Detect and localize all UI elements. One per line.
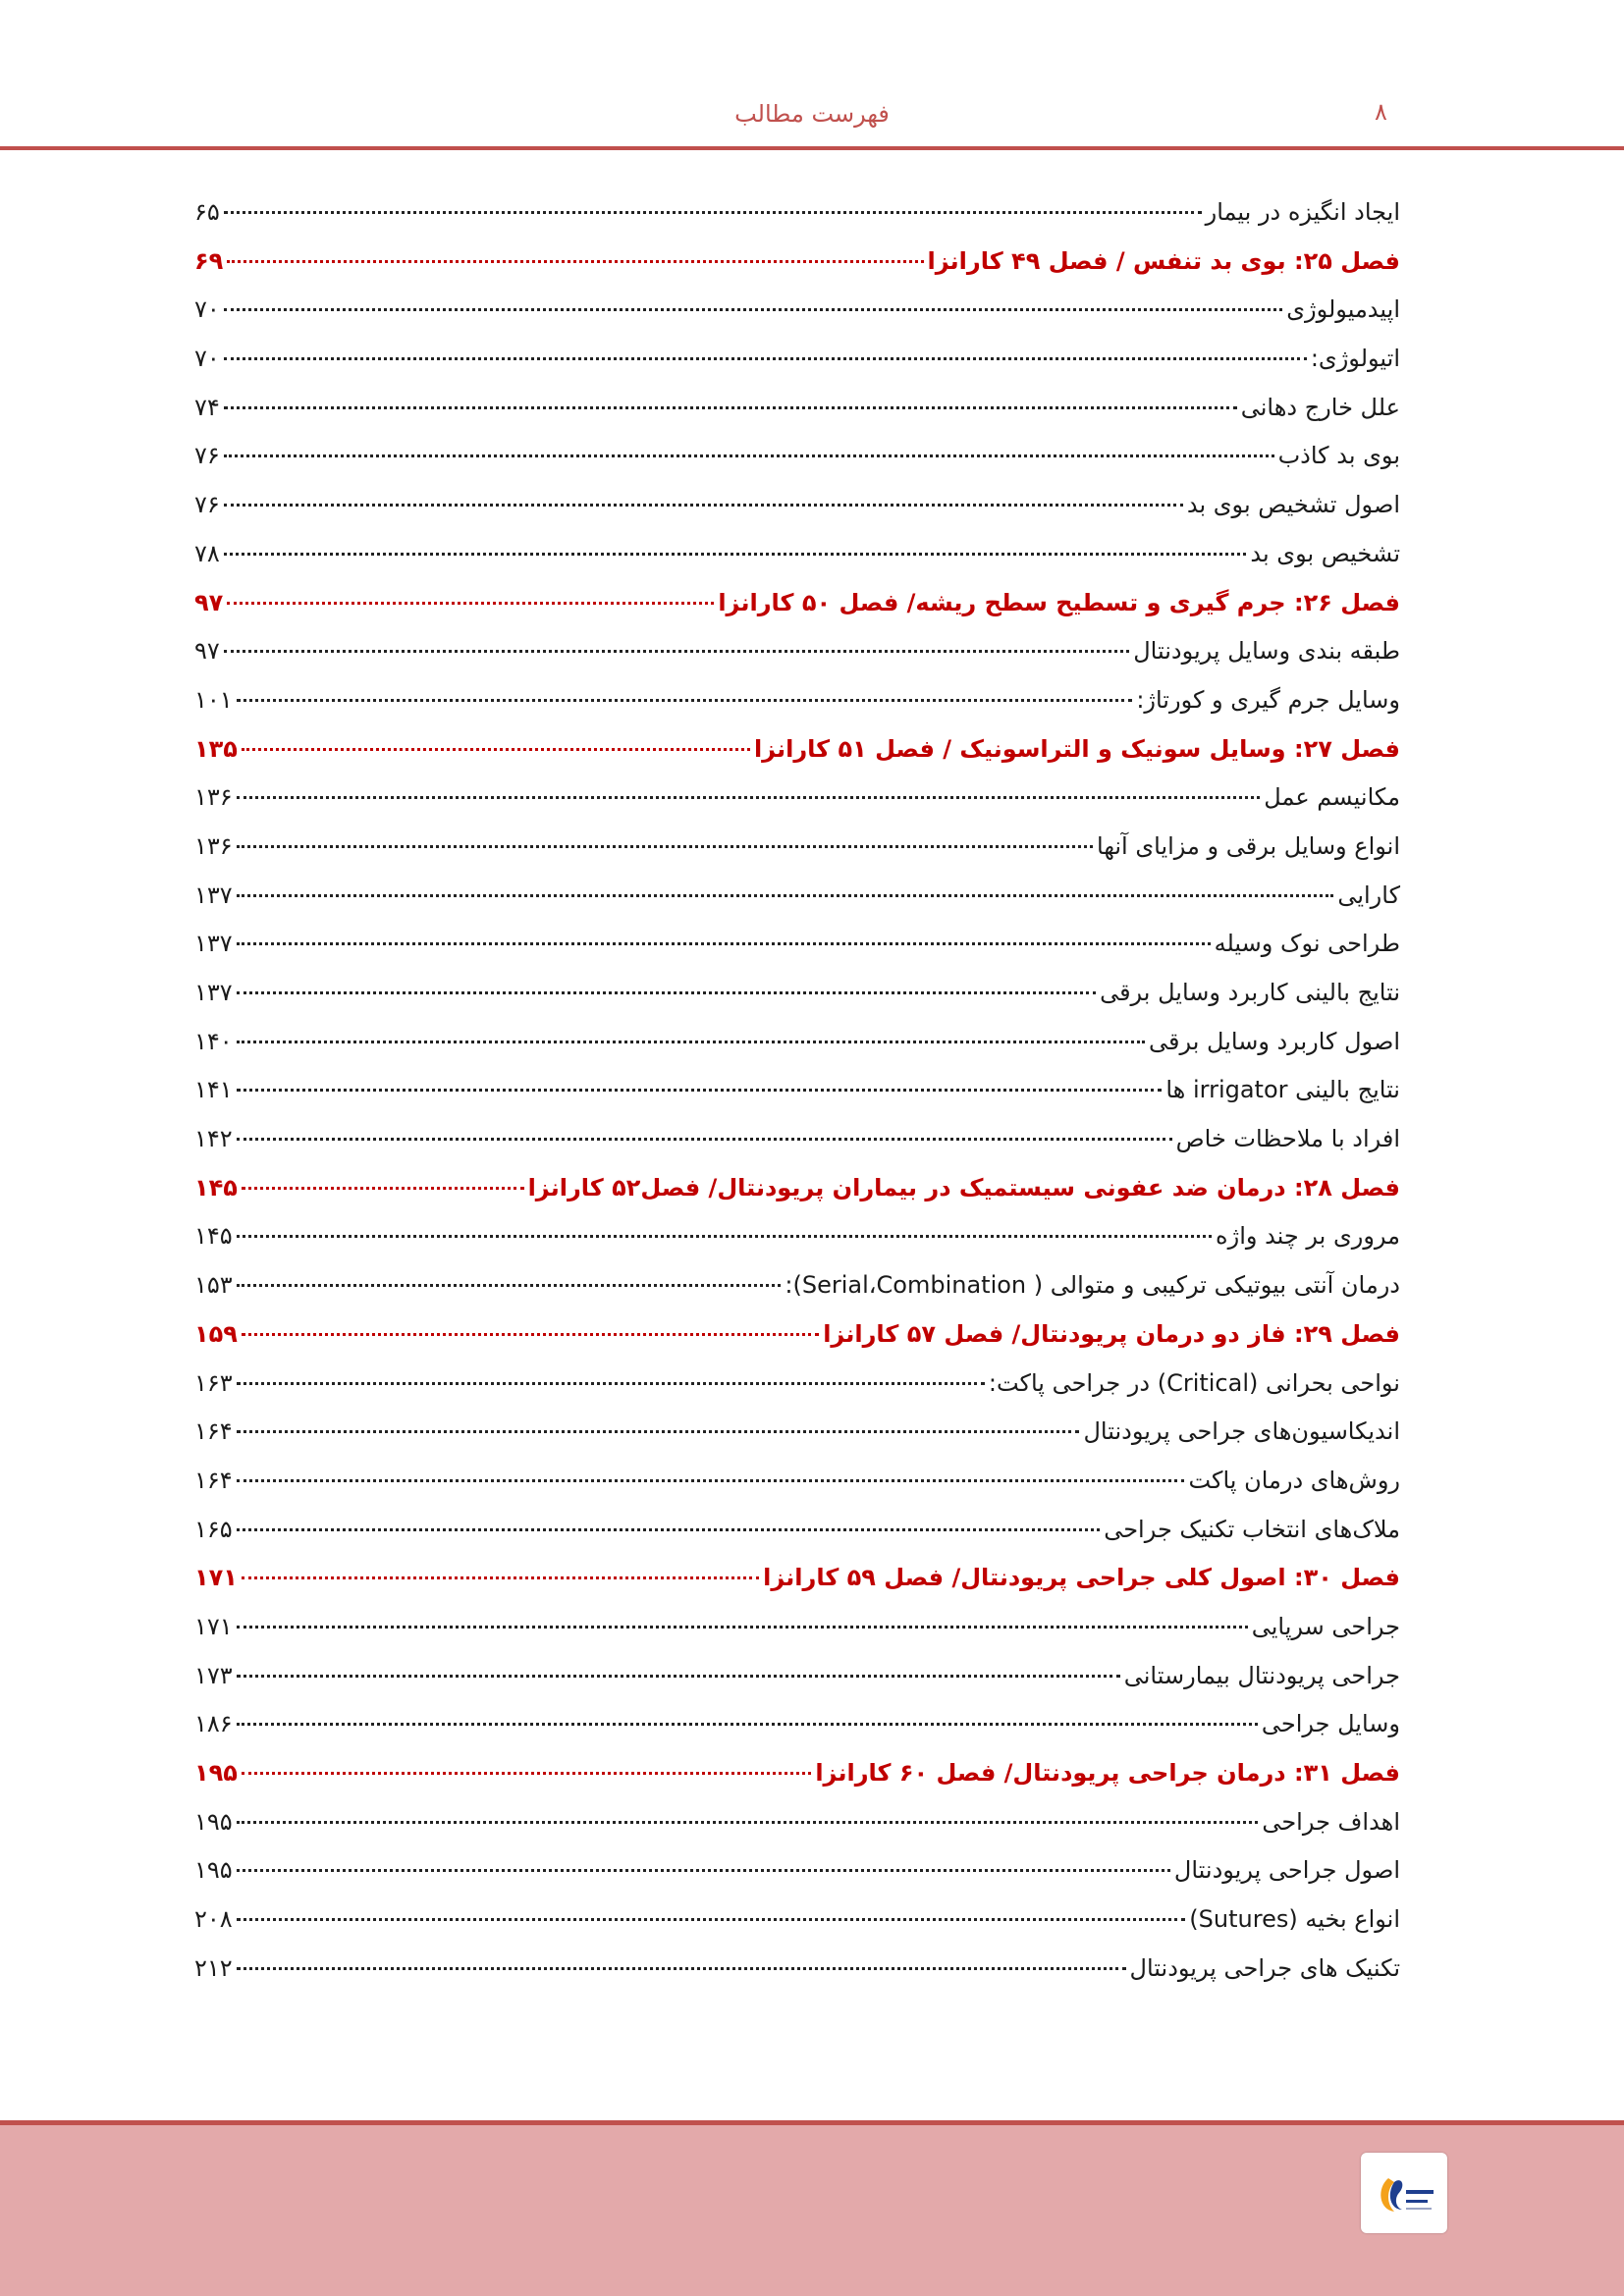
entry-title: طبقه بندی وسایل پریودنتال xyxy=(1133,637,1400,666)
page-ref: ۱۴۱ xyxy=(194,1076,233,1104)
entry-title: افراد با ملاحظات خاص xyxy=(1175,1125,1400,1153)
page-ref: ۱۷۳ xyxy=(194,1661,233,1689)
dot-leader xyxy=(224,553,1247,556)
toc-entry-row xyxy=(194,1613,1400,1662)
entry-title: طراحی نوک وسیله xyxy=(1214,930,1400,958)
chapter-title: فصل ۲۷: وسایل سونیک و التراسونیک / فصل ۵۱ کارانزا xyxy=(753,734,1400,763)
dot-leader xyxy=(237,796,1261,799)
dot-leader xyxy=(237,1382,985,1385)
entry-title: وسایل جرم گیری و کورتاژ: xyxy=(1136,685,1400,714)
toc-entry-row xyxy=(194,1710,1400,1759)
publisher-logo xyxy=(1361,2153,1447,2233)
toc-entry-row xyxy=(194,1808,1400,1857)
toc-entry-row xyxy=(194,686,1400,735)
page-ref: ۹۷ xyxy=(194,588,224,616)
dot-leader xyxy=(224,454,1274,457)
dot-leader xyxy=(237,1626,1248,1629)
dot-leader xyxy=(224,504,1183,507)
table-of-contents xyxy=(194,198,1400,2002)
page-ref: ۱۴۵ xyxy=(194,1222,233,1251)
entry-title: تشخیص بوی بد xyxy=(1250,539,1400,567)
page-number: ۸ xyxy=(1375,98,1387,126)
dot-leader xyxy=(224,406,1237,409)
page-ref: ۱۷۱ xyxy=(194,1564,238,1592)
dot-leader xyxy=(237,845,1093,848)
dot-leader xyxy=(237,991,1096,994)
toc-entry-row xyxy=(194,783,1400,832)
dot-leader xyxy=(237,699,1133,702)
entry-title: جراحی سرپایی xyxy=(1251,1612,1400,1640)
toc-entry-row xyxy=(194,1954,1400,2003)
entry-title: مکانیسم عمل xyxy=(1264,783,1400,812)
toc-entry-row xyxy=(194,979,1400,1028)
page-ref: ۷۶ xyxy=(194,491,220,519)
page-ref: ۱۶۵ xyxy=(194,1515,233,1543)
page-ref: ۷۴ xyxy=(194,393,220,421)
toc-entry-row xyxy=(194,198,1400,247)
page-ref: ۲۰۸ xyxy=(194,1905,233,1934)
page-ref: ۷۰ xyxy=(194,295,220,324)
toc-entry-row xyxy=(194,1222,1400,1271)
entry-title: نتایج بالینی irrigator ها xyxy=(1165,1076,1400,1104)
page-ref: ۱۶۳ xyxy=(194,1368,233,1397)
entry-title: تکنیک های جراحی پریودنتال xyxy=(1129,1953,1400,1982)
dot-leader xyxy=(237,1284,782,1287)
dot-leader xyxy=(242,1576,759,1579)
entry-title: مروری بر چند واژه xyxy=(1216,1222,1400,1251)
entry-title: اصول جراحی پریودنتال xyxy=(1173,1856,1400,1885)
toc-entry-row xyxy=(194,394,1400,443)
toc-entry-row xyxy=(194,1076,1400,1125)
entry-title: نتایج بالینی کاربرد وسایل برقی xyxy=(1100,979,1400,1006)
dot-leader xyxy=(237,1041,1145,1043)
dot-leader xyxy=(237,942,1211,945)
toc-entry-row xyxy=(194,540,1400,589)
toc-chapter-row xyxy=(194,1564,1400,1613)
logo-icon xyxy=(1369,2161,1439,2225)
page-ref: ۱۴۲ xyxy=(194,1125,233,1153)
entry-title: اپیدمیولوژی xyxy=(1286,295,1400,324)
page-ref: ۱۶۴ xyxy=(194,1417,233,1446)
dot-leader xyxy=(224,357,1307,360)
entry-title: اصول تشخیص بوی بد xyxy=(1186,491,1400,519)
toc-entry-row xyxy=(194,930,1400,979)
page-ref: ۱۵۹ xyxy=(194,1319,238,1348)
page-ref: ۱۰۱ xyxy=(194,685,233,714)
chapter-title: فصل ۲۵: بوی بد تنفس / فصل ۴۹ کارانزا xyxy=(927,246,1400,275)
page-ref: ۷۸ xyxy=(194,539,220,567)
page-ref: ۱۴۰ xyxy=(194,1027,233,1055)
toc-entry-row xyxy=(194,1271,1400,1320)
page-ref: ۶۹ xyxy=(194,246,224,275)
dot-leader xyxy=(237,1967,1126,1970)
dot-leader xyxy=(242,1187,524,1190)
entry-title: درمان آنتی بیوتیکی ترکیبی و متوالی ( Serial،Combination): xyxy=(785,1271,1400,1300)
page-ref: ۱۳۷ xyxy=(194,979,233,1006)
dot-leader xyxy=(237,1675,1120,1678)
page-ref: ۱۴۵ xyxy=(194,1173,238,1201)
page-ref: ۱۳۷ xyxy=(194,930,233,958)
page-ref: ۱۹۵ xyxy=(194,1759,238,1787)
toc-chapter-row xyxy=(194,735,1400,784)
entry-title: نواحی بحرانی (Critical) در جراحی پاکت: xyxy=(988,1368,1400,1397)
toc-entry-row xyxy=(194,295,1400,345)
chapter-title: فصل ۲۹: فاز دو درمان پریودنتال/ فصل ۵۷ کارانزا xyxy=(823,1319,1400,1348)
toc-entry-row xyxy=(194,1417,1400,1467)
dot-leader xyxy=(242,1333,819,1336)
toc-entry-row xyxy=(194,1369,1400,1418)
toc-entry-row xyxy=(194,345,1400,394)
dot-leader xyxy=(227,260,923,263)
dot-leader xyxy=(237,1479,1185,1482)
toc-chapter-row xyxy=(194,1174,1400,1223)
dot-leader xyxy=(242,748,750,751)
page-ref: ۲۱۲ xyxy=(194,1953,233,1982)
toc-entry-row xyxy=(194,832,1400,881)
toc-entry-row xyxy=(194,1125,1400,1174)
page-ref: ۷۰ xyxy=(194,345,220,373)
chapter-title: فصل ۲۸: درمان ضد عفونی سیستمیک در بیماران پریودنتال/ فصل۵۲ کارانزا xyxy=(527,1173,1400,1201)
entry-title: روش‌های درمان پاکت xyxy=(1188,1466,1400,1494)
page-ref: ۶۵ xyxy=(194,198,220,226)
dot-leader xyxy=(237,1430,1080,1433)
page-ref: ۱۸۶ xyxy=(194,1710,233,1738)
page-ref: ۷۶ xyxy=(194,442,220,470)
toc-entry-row xyxy=(194,1467,1400,1516)
dot-leader xyxy=(237,1918,1186,1921)
dot-leader xyxy=(237,1528,1101,1531)
page-ref: ۱۳۵ xyxy=(194,734,238,763)
toc-entry-row xyxy=(194,1028,1400,1077)
entry-title: انواع وسایل برقی و مزایای آنها xyxy=(1097,831,1400,860)
toc-chapter-row xyxy=(194,1320,1400,1369)
page-header xyxy=(0,0,1624,149)
entry-title: کارایی xyxy=(1337,881,1400,909)
page-ref: ۱۳۷ xyxy=(194,881,233,909)
dot-leader xyxy=(237,1235,1212,1238)
toc-entry-row xyxy=(194,1905,1400,1954)
dot-leader xyxy=(237,894,1334,897)
entry-title: وسایل جراحی xyxy=(1261,1710,1400,1738)
page-ref: ۱۷۱ xyxy=(194,1612,233,1640)
dot-leader xyxy=(237,1723,1258,1726)
entry-title: بوی بد کاذب xyxy=(1277,442,1400,470)
dot-leader xyxy=(237,1821,1259,1824)
page-ref: ۱۹۵ xyxy=(194,1856,233,1885)
chapter-title: فصل ۳۱: درمان جراحی پریودنتال/ فصل ۶۰ کارانزا xyxy=(815,1759,1400,1787)
entry-title: جراحی پریودنتال بیمارستانی xyxy=(1123,1661,1400,1689)
dot-leader xyxy=(237,1869,1170,1872)
entry-title: اصول کاربرد وسایل برقی xyxy=(1149,1027,1400,1055)
dot-leader xyxy=(242,1772,811,1775)
toc-entry-row xyxy=(194,1516,1400,1565)
chapter-title: فصل ۲۶: جرم گیری و تسطیح سطح ریشه/ فصل ۵۰ کارانزا xyxy=(718,588,1400,616)
entry-title: ایجاد انگیزه در بیمار xyxy=(1205,198,1400,226)
dot-leader xyxy=(237,1138,1172,1141)
toc-entry-row xyxy=(194,442,1400,491)
entry-title: اتیولوژی: xyxy=(1310,345,1400,373)
dot-leader xyxy=(224,211,1202,214)
page-ref: ۱۵۳ xyxy=(194,1271,233,1300)
toc-entry-row xyxy=(194,491,1400,540)
dot-leader xyxy=(237,1089,1163,1092)
page-ref: ۱۹۵ xyxy=(194,1807,233,1836)
entry-title: انواع بخیه (Sutures) xyxy=(1189,1905,1400,1934)
toc-entry-row xyxy=(194,881,1400,931)
header-title: فهرست مطالب xyxy=(734,100,890,128)
toc-chapter-row xyxy=(194,247,1400,296)
dot-leader xyxy=(224,650,1129,653)
footer-divider xyxy=(0,2120,1624,2125)
toc-entry-row xyxy=(194,637,1400,686)
entry-title: اهداف جراحی xyxy=(1262,1807,1400,1836)
toc-chapter-row xyxy=(194,589,1400,638)
entry-title: اندیکاسیون‌های جراحی پریودنتال xyxy=(1083,1417,1400,1446)
page-ref: ۱۳۶ xyxy=(194,783,233,812)
toc-entry-row xyxy=(194,1662,1400,1711)
chapter-title: فصل ۳۰: اصول کلی جراحی پریودنتال/ فصل ۵۹ کارانزا xyxy=(763,1564,1400,1592)
dot-leader xyxy=(227,602,714,605)
toc-chapter-row xyxy=(194,1759,1400,1808)
page-ref: ۹۷ xyxy=(194,637,220,666)
header-divider xyxy=(0,146,1624,150)
dot-leader xyxy=(224,308,1282,311)
toc-entry-row xyxy=(194,1856,1400,1905)
entry-title: ملاک‌های انتخاب تکنیک جراحی xyxy=(1104,1515,1400,1543)
entry-title: علل خارج دهانی xyxy=(1240,393,1400,421)
page-ref: ۱۶۴ xyxy=(194,1466,233,1494)
page-ref: ۱۳۶ xyxy=(194,831,233,860)
